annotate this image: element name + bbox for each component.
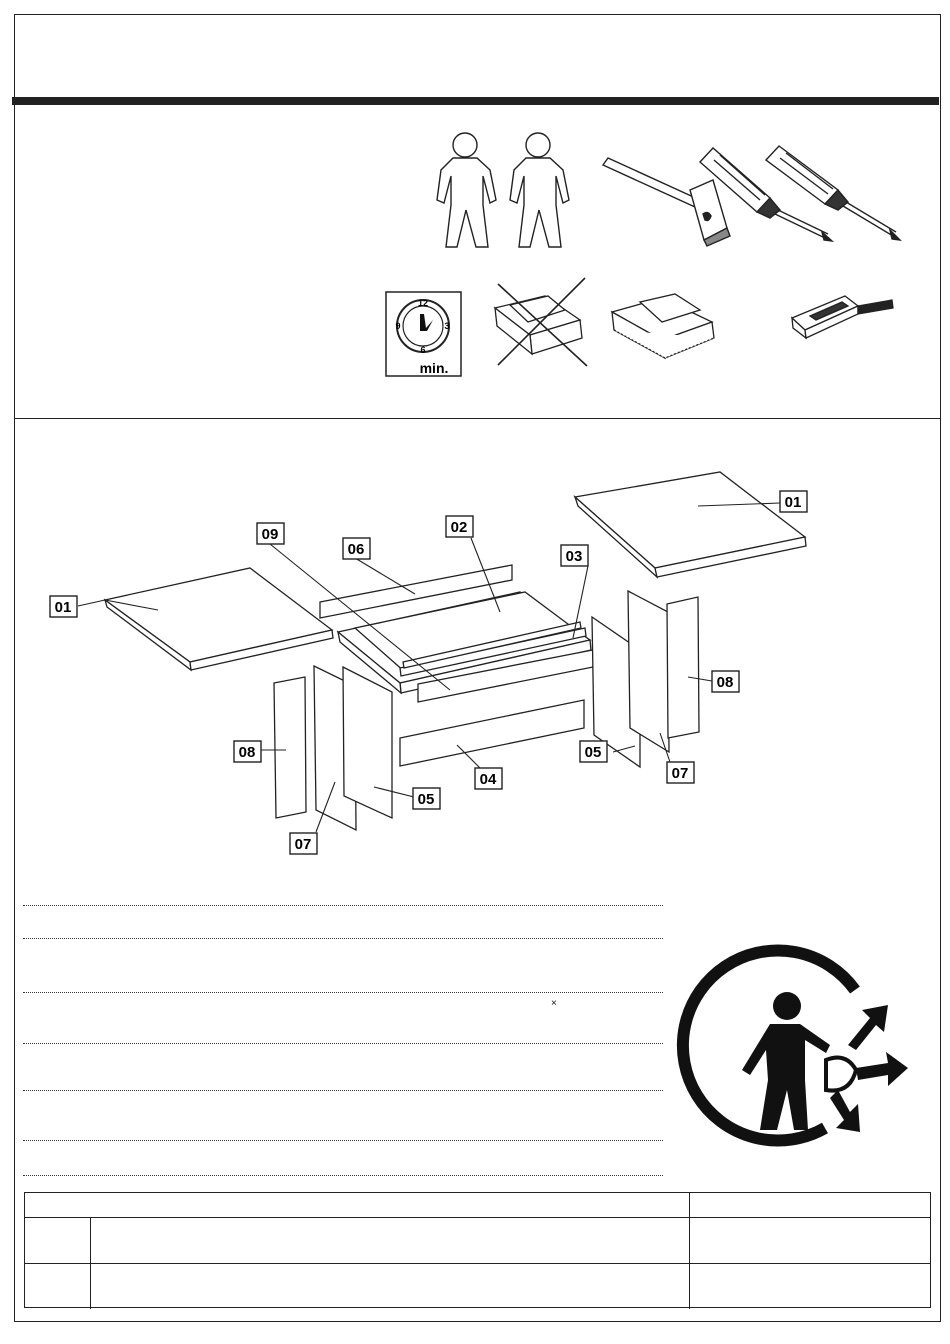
part-label <box>446 516 473 537</box>
svg-text:01: 01 <box>54 599 72 616</box>
part-label <box>257 523 284 544</box>
table-divider <box>90 1217 91 1309</box>
part-label <box>50 596 77 617</box>
part-label <box>561 545 588 566</box>
table-divider <box>689 1193 690 1309</box>
note-line <box>23 1043 663 1044</box>
part-label <box>667 762 694 783</box>
svg-text:05: 05 <box>417 791 435 808</box>
plinth-04 <box>400 700 584 766</box>
svg-text:06: 06 <box>347 541 365 558</box>
svg-text:07: 07 <box>294 836 312 853</box>
clock-unit-label: min. <box>419 360 449 376</box>
svg-text:01: 01 <box>784 494 802 511</box>
panel-07-right <box>628 591 669 752</box>
note-line <box>23 938 663 939</box>
part-label <box>712 671 739 692</box>
clock-number: 12 <box>417 298 429 308</box>
part-label <box>343 538 370 559</box>
svg-text:07: 07 <box>671 765 689 782</box>
note-line <box>23 992 663 993</box>
note-line <box>23 1140 663 1141</box>
panel-01-left <box>105 568 332 662</box>
svg-text:02: 02 <box>450 519 468 536</box>
note-line <box>23 1175 663 1176</box>
note-line <box>23 1090 663 1091</box>
panel-08-right <box>667 597 699 738</box>
part-label <box>580 741 607 762</box>
part-label <box>475 768 502 789</box>
clock-number: 3 <box>444 321 450 331</box>
part-label <box>290 833 317 854</box>
svg-text:09: 09 <box>261 526 279 543</box>
part-label <box>413 788 440 809</box>
clock-number: 6 <box>420 345 426 355</box>
part-label <box>234 741 261 762</box>
panel-05-left <box>343 667 392 818</box>
note-line <box>23 905 663 906</box>
table-header-row <box>25 1193 930 1218</box>
note-mark: × <box>551 998 557 1009</box>
svg-text:04: 04 <box>479 771 497 788</box>
panel-08-left <box>274 677 306 818</box>
table-row <box>25 1217 930 1264</box>
svg-text:03: 03 <box>565 548 583 565</box>
svg-text:08: 08 <box>716 674 734 691</box>
svg-text:05: 05 <box>584 744 602 761</box>
svg-text:08: 08 <box>238 744 256 761</box>
spec-table <box>24 1192 931 1308</box>
clock-number: 9 <box>395 321 401 331</box>
part-label <box>780 491 807 512</box>
